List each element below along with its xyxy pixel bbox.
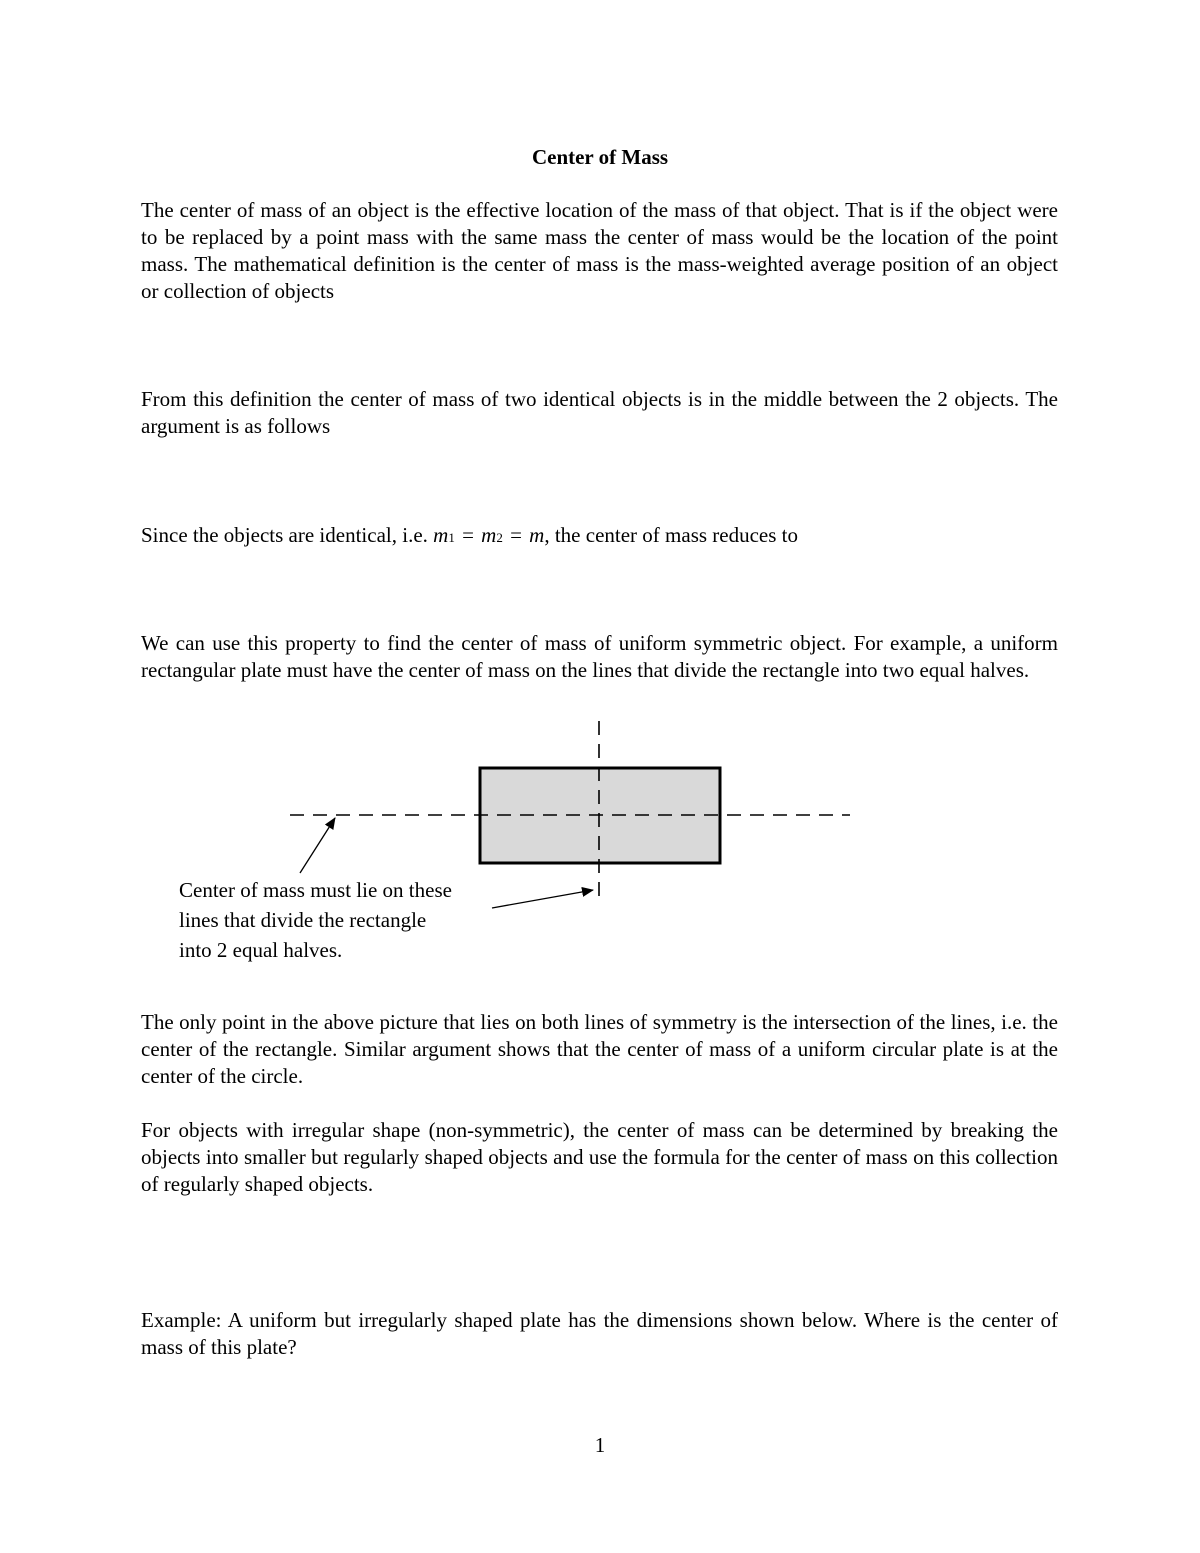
identical-text-before: Since the objects are identical, i.e. — [141, 523, 434, 547]
paragraph-irregular: For objects with irregular shape (non-symmetric), the center of mass can be determined by breaking the objects into smaller but regularly shaped objects and use the formula for the center of mass on this collection of regularly shaped objects. — [141, 1118, 1058, 1196]
math-m2: m2 — [481, 523, 503, 547]
paragraph-identical-objects — [141, 522, 1058, 551]
diagram-caption — [179, 875, 499, 965]
paragraph-two-objects: From this definition the center of mass of two identical objects is in the middle between the 2 objects. The argument is as follows — [141, 387, 1058, 438]
math-m1: m1 — [433, 523, 455, 547]
caption-line-1: Center of mass must lie on these — [179, 878, 452, 902]
arrow-to-horizontal-line — [300, 818, 335, 873]
identical-text-after: , the center of mass reduces to — [544, 523, 798, 547]
page-title: Center of Mass — [531, 145, 669, 169]
math-equals-1: = — [456, 523, 480, 547]
caption-line-3: into 2 equal halves. — [179, 938, 343, 962]
paragraph-intersection: The only point in the above picture that lies on both lines of symmetry is the intersection of the lines, i.e. the center of the rectangle. Similar argument shows that the center of mass of a uniform circular plate is at the center of the circle. — [141, 1010, 1058, 1088]
arrow-to-vertical-line — [492, 890, 593, 908]
paragraph-definition: The center of mass of an object is the effective location of the mass of that object. That is if the object were to be replaced by a point mass with the same mass the center of mass would be the location of the point mass. The mathematical definition is the center of mass is the mass-weighted average position of an object or collection of objects — [141, 198, 1058, 303]
paragraph-symmetry: We can use this property to find the center of mass of uniform symmetric object. For example, a uniform rectangular plate must have the center of mass on the lines that divide the rectangle into two equal halves. — [141, 631, 1058, 682]
page-number: 1 — [594, 1433, 606, 1457]
paragraph-example: Example: A uniform but irregularly shaped plate has the dimensions shown below. Where is the center of mass of this plate? — [141, 1308, 1058, 1359]
caption-line-2: lines that divide the rectangle — [179, 908, 427, 932]
math-m: m — [529, 523, 545, 547]
math-equals-2: = — [504, 523, 528, 547]
